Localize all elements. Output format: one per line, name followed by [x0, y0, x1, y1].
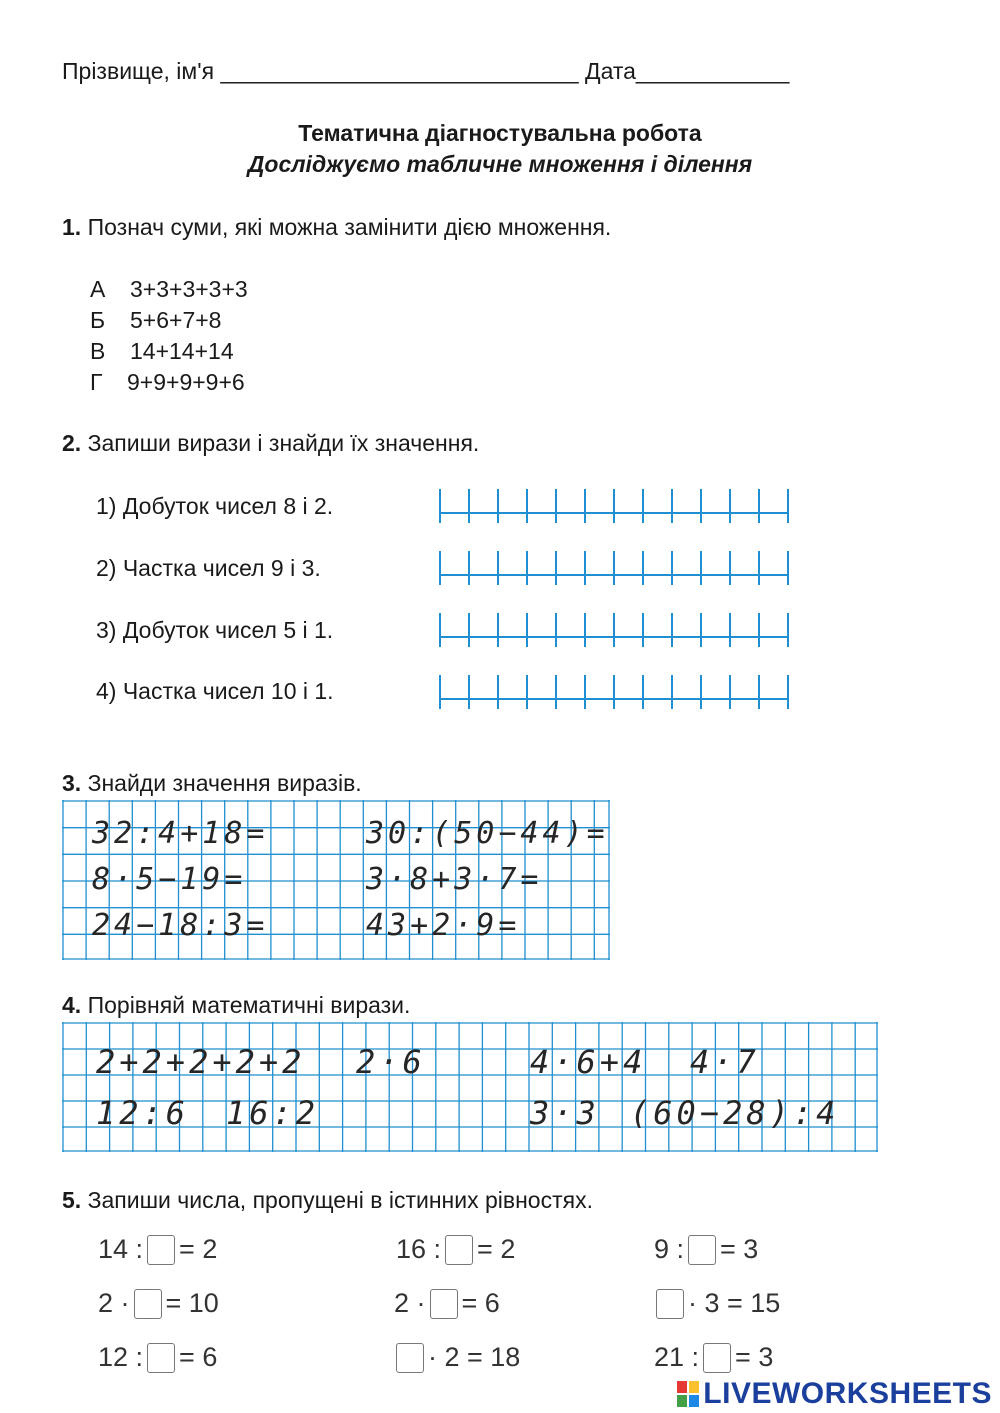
eq-before: 12 :	[98, 1342, 144, 1372]
task5-equation-6	[652, 1288, 780, 1319]
task3-expression-6: 43+2·9=	[366, 908, 521, 943]
task2-answer-strip-2[interactable]	[438, 549, 790, 587]
task4-left-expression-3: 12:6	[96, 1094, 190, 1132]
task2-answer-strip-3[interactable]	[438, 611, 790, 649]
answer-box[interactable]	[134, 1289, 162, 1319]
worksheet-title: Тематична діагностувальна робота	[298, 120, 702, 146]
eq-after: · 2 = 18	[428, 1342, 521, 1372]
option-value: 5+6+7+8	[130, 307, 222, 333]
task5-text: Запиши числа, пропущені в істинних рівностях.	[87, 1187, 593, 1213]
eq-after: = 3	[735, 1342, 774, 1372]
eq-before: 16 :	[396, 1234, 442, 1264]
task3-number: 3.	[62, 770, 82, 796]
option-letter: Б	[90, 307, 106, 333]
eq-after: · 3 = 15	[688, 1288, 781, 1318]
task4-left-expression-4: 16:2	[226, 1094, 320, 1132]
answer-box[interactable]	[430, 1289, 458, 1319]
option-letter: В	[90, 338, 106, 364]
task5-number: 5.	[62, 1187, 82, 1213]
task1-option-b[interactable]	[90, 307, 221, 334]
task4-right-expression-3: 3·3	[530, 1094, 600, 1132]
task2-item-4: 4) Частка чисел 10 і 1.	[96, 678, 334, 704]
task3-expression-4: 3·8+3·7=	[366, 862, 543, 897]
eq-after: = 6	[179, 1342, 218, 1372]
answer-box[interactable]	[656, 1289, 684, 1319]
eq-after: = 2	[179, 1234, 218, 1264]
task5-equation-2	[396, 1234, 515, 1265]
task4-right-expression-1: 4·6+4	[530, 1043, 647, 1081]
task2-item-1: 1) Добуток чисел 8 і 2.	[96, 493, 334, 519]
task2-answer-strip-1[interactable]	[438, 487, 790, 525]
task2-item-3: 3) Добуток чисел 5 і 1.	[96, 617, 334, 643]
task5-equation-9	[654, 1342, 773, 1373]
task1-text: Познач суми, які можна замінити дією множення.	[87, 214, 612, 240]
task1-option-d[interactable]	[90, 369, 245, 396]
logo-square	[689, 1381, 699, 1393]
task5-equation-7	[98, 1342, 217, 1373]
eq-before: 2 ·	[394, 1288, 426, 1318]
task5-prompt	[62, 1187, 593, 1214]
task5-equation-5	[394, 1288, 500, 1319]
answer-box[interactable]	[147, 1235, 175, 1265]
answer-box[interactable]	[396, 1343, 424, 1373]
task2-answer-strip-4[interactable]	[438, 673, 790, 711]
answer-box[interactable]	[147, 1343, 175, 1373]
task4-prompt	[62, 992, 410, 1019]
option-letter: Г	[90, 369, 103, 395]
task5-equation-8	[392, 1342, 520, 1373]
task5-equation-3	[654, 1234, 758, 1265]
logo-square	[689, 1395, 699, 1407]
task4-right-expression-4: (60−28):4	[630, 1094, 840, 1132]
task2-text: Запиши вирази і знайди їх значення.	[87, 430, 480, 456]
task4-grid[interactable]	[62, 1022, 878, 1152]
task1-option-a[interactable]	[90, 276, 248, 303]
task2-item-2: 2) Частка чисел 9 і 3.	[96, 555, 321, 581]
task5-equation-1	[98, 1234, 217, 1265]
logo-mark-icon	[677, 1381, 699, 1407]
task3-expression-2: 30:(50−44)=	[366, 816, 609, 851]
task3-expression-5: 24−18:3=	[92, 908, 269, 943]
option-value: 3+3+3+3+3	[130, 276, 248, 302]
answer-box[interactable]	[688, 1235, 716, 1265]
task4-left-expression-2: 2·6	[356, 1043, 426, 1081]
eq-before: 14 :	[98, 1234, 144, 1264]
liveworksheets-logo	[677, 1377, 992, 1411]
task3-prompt	[62, 770, 362, 797]
option-value: 14+14+14	[130, 338, 234, 364]
task1-prompt	[62, 214, 611, 241]
task3-expression-1: 32:4+18=	[92, 816, 269, 851]
worksheet-subtitle: Досліджуємо табличне множення і ділення	[247, 151, 753, 177]
option-value: 9+9+9+9+6	[127, 369, 245, 395]
task3-text: Знайди значення виразів.	[87, 770, 362, 796]
eq-after: = 2	[477, 1234, 516, 1264]
task4-right-expression-2: 4·7	[690, 1043, 760, 1081]
logo-square	[677, 1381, 687, 1393]
task1-number: 1.	[62, 214, 82, 240]
eq-before: 21 :	[654, 1342, 700, 1372]
answer-box[interactable]	[445, 1235, 473, 1265]
option-letter: А	[90, 276, 106, 302]
eq-after: = 3	[720, 1234, 759, 1264]
name-date-line: Прізвище, ім'я ____________________________ Дата____________	[62, 58, 790, 84]
task4-left-expression-1: 2+2+2+2+2	[96, 1043, 306, 1081]
task5-equation-4	[98, 1288, 219, 1319]
task1-option-c[interactable]	[90, 338, 234, 365]
answer-box[interactable]	[703, 1343, 731, 1373]
logo-square	[677, 1395, 687, 1407]
task4-number: 4.	[62, 992, 82, 1018]
logo-text: LIVEWORKSHEETS	[703, 1377, 992, 1410]
eq-before: 9 :	[654, 1234, 685, 1264]
task4-text: Порівняй математичні вирази.	[87, 992, 411, 1018]
eq-after: = 10	[165, 1288, 219, 1318]
task2-prompt	[62, 430, 479, 457]
task3-expression-3: 8·5−19=	[92, 862, 247, 897]
eq-before: 2 ·	[98, 1288, 130, 1318]
task2-number: 2.	[62, 430, 82, 456]
eq-after: = 6	[461, 1288, 500, 1318]
